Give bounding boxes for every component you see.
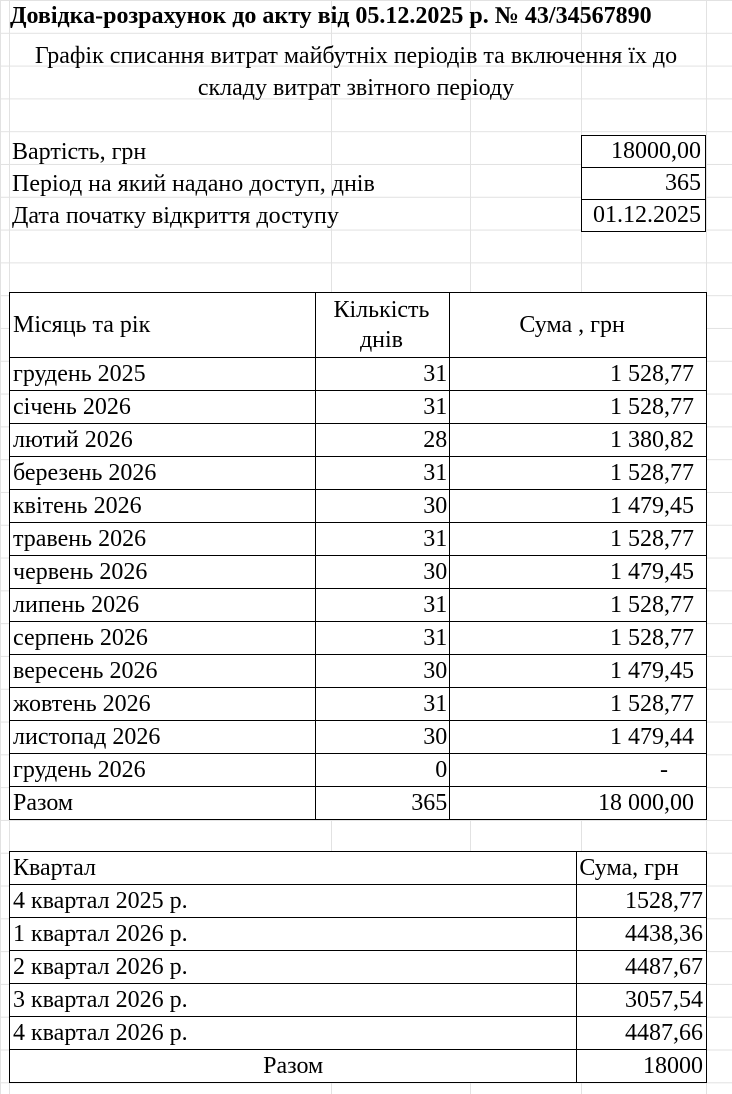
days-cell[interactable]: 30 bbox=[315, 556, 450, 589]
month-cell[interactable]: січень 2026 bbox=[10, 391, 316, 424]
table-row bbox=[10, 688, 707, 721]
quarter-cell[interactable]: 3 квартал 2026 р. bbox=[10, 984, 577, 1017]
table-row bbox=[10, 391, 707, 424]
days-cell[interactable]: 31 bbox=[315, 391, 450, 424]
access-period-value-cell[interactable]: 365 bbox=[581, 167, 706, 200]
quarter-cell[interactable]: 4 квартал 2025 р. bbox=[10, 885, 577, 918]
monthly-schedule-table bbox=[9, 292, 707, 820]
sum-cell[interactable]: 1 528,77 bbox=[450, 589, 707, 622]
table-row bbox=[10, 655, 707, 688]
table-row bbox=[10, 523, 707, 556]
quarter-cell[interactable]: 1 квартал 2026 р. bbox=[10, 918, 577, 951]
month-cell[interactable]: липень 2026 bbox=[10, 589, 316, 622]
sum-cell[interactable]: 1 528,77 bbox=[450, 391, 707, 424]
table-row bbox=[10, 918, 707, 951]
month-cell[interactable]: лютий 2026 bbox=[10, 424, 316, 457]
month-cell[interactable]: червень 2026 bbox=[10, 556, 316, 589]
sum-cell[interactable]: 1 479,45 bbox=[450, 655, 707, 688]
month-cell[interactable]: листопад 2026 bbox=[10, 721, 316, 754]
total-row bbox=[10, 787, 707, 820]
days-cell[interactable]: 30 bbox=[315, 490, 450, 523]
month-cell[interactable]: грудень 2025 bbox=[10, 358, 316, 391]
header-sum-cell[interactable]: Сума, грн bbox=[577, 852, 707, 885]
sum-cell[interactable]: 1 528,77 bbox=[450, 688, 707, 721]
month-cell[interactable]: жовтень 2026 bbox=[10, 688, 316, 721]
days-cell[interactable]: 30 bbox=[315, 655, 450, 688]
table-row bbox=[10, 721, 707, 754]
total-row bbox=[10, 1050, 707, 1083]
days-cell[interactable]: 30 bbox=[315, 721, 450, 754]
table-row bbox=[10, 951, 707, 984]
days-cell[interactable]: 31 bbox=[315, 688, 450, 721]
sum-cell[interactable]: - bbox=[450, 754, 707, 787]
table-row bbox=[10, 984, 707, 1017]
sum-cell[interactable]: 1 479,45 bbox=[450, 490, 707, 523]
month-cell[interactable]: серпень 2026 bbox=[10, 622, 316, 655]
sum-cell[interactable]: 1 528,77 bbox=[450, 358, 707, 391]
quarter-cell[interactable]: 4 квартал 2026 р. bbox=[10, 1017, 577, 1050]
total-label-cell[interactable]: Разом bbox=[10, 1050, 577, 1083]
sum-cell[interactable]: 1 528,77 bbox=[450, 457, 707, 490]
table-row bbox=[10, 754, 707, 787]
cost-value-cell[interactable]: 18000,00 bbox=[581, 135, 706, 168]
table-row bbox=[10, 885, 707, 918]
table-row bbox=[10, 424, 707, 457]
access-start-date-label: Дата початку відкриття доступу bbox=[12, 203, 339, 229]
quarter-cell[interactable]: 2 квартал 2026 р. bbox=[10, 951, 577, 984]
table-row bbox=[10, 457, 707, 490]
sum-cell[interactable]: 1 380,82 bbox=[450, 424, 707, 457]
table-header-row bbox=[10, 293, 707, 358]
document-title: Довідка-розрахунок до акту від 05.12.2025 р. № 43/34567890 bbox=[10, 3, 652, 29]
total-days-cell[interactable]: 365 bbox=[315, 787, 450, 820]
total-label-cell[interactable]: Разом bbox=[10, 787, 316, 820]
sum-cell[interactable]: 1 528,77 bbox=[450, 523, 707, 556]
days-cell[interactable]: 28 bbox=[315, 424, 450, 457]
table-header-row bbox=[10, 852, 707, 885]
quarter-sum-cell[interactable]: 4487,67 bbox=[577, 951, 707, 984]
quarter-sum-cell[interactable]: 4438,36 bbox=[577, 918, 707, 951]
quarter-sum-cell[interactable]: 3057,54 bbox=[577, 984, 707, 1017]
month-cell[interactable]: березень 2026 bbox=[10, 457, 316, 490]
days-cell[interactable]: 0 bbox=[315, 754, 450, 787]
header-quarter-cell[interactable]: Квартал bbox=[10, 852, 577, 885]
days-cell[interactable]: 31 bbox=[315, 622, 450, 655]
table-row bbox=[10, 589, 707, 622]
cost-label: Вартість, грн bbox=[12, 139, 147, 165]
table-row bbox=[10, 556, 707, 589]
days-cell[interactable]: 31 bbox=[315, 589, 450, 622]
table-row bbox=[10, 622, 707, 655]
document-subtitle: Графік списання витрат майбутніх періодів та включення їх до складу витрат звітного періоду bbox=[34, 43, 678, 101]
month-cell[interactable]: грудень 2026 bbox=[10, 754, 316, 787]
quarterly-summary-table bbox=[9, 851, 707, 1083]
table-row bbox=[10, 358, 707, 391]
table-row bbox=[10, 490, 707, 523]
month-cell[interactable]: квітень 2026 bbox=[10, 490, 316, 523]
header-sum-cell[interactable]: Сума , грн bbox=[450, 293, 707, 358]
access-start-date-value-cell[interactable]: 01.12.2025 bbox=[581, 199, 706, 232]
sum-cell[interactable]: 1 479,45 bbox=[450, 556, 707, 589]
days-cell[interactable]: 31 bbox=[315, 457, 450, 490]
header-days-cell[interactable]: Кількість днів bbox=[315, 293, 450, 358]
days-cell[interactable]: 31 bbox=[315, 358, 450, 391]
month-cell[interactable]: вересень 2026 bbox=[10, 655, 316, 688]
month-cell[interactable]: травень 2026 bbox=[10, 523, 316, 556]
table-row bbox=[10, 1017, 707, 1050]
sum-cell[interactable]: 1 479,44 bbox=[450, 721, 707, 754]
quarter-sum-cell[interactable]: 1528,77 bbox=[577, 885, 707, 918]
quarter-sum-cell[interactable]: 4487,66 bbox=[577, 1017, 707, 1050]
total-sum-cell[interactable]: 18000 bbox=[577, 1050, 707, 1083]
access-period-label: Період на який надано доступ, днів bbox=[12, 171, 375, 197]
sum-cell[interactable]: 1 528,77 bbox=[450, 622, 707, 655]
total-sum-cell[interactable]: 18 000,00 bbox=[450, 787, 707, 820]
header-month-cell[interactable]: Місяць та рік bbox=[10, 293, 316, 358]
days-cell[interactable]: 31 bbox=[315, 523, 450, 556]
